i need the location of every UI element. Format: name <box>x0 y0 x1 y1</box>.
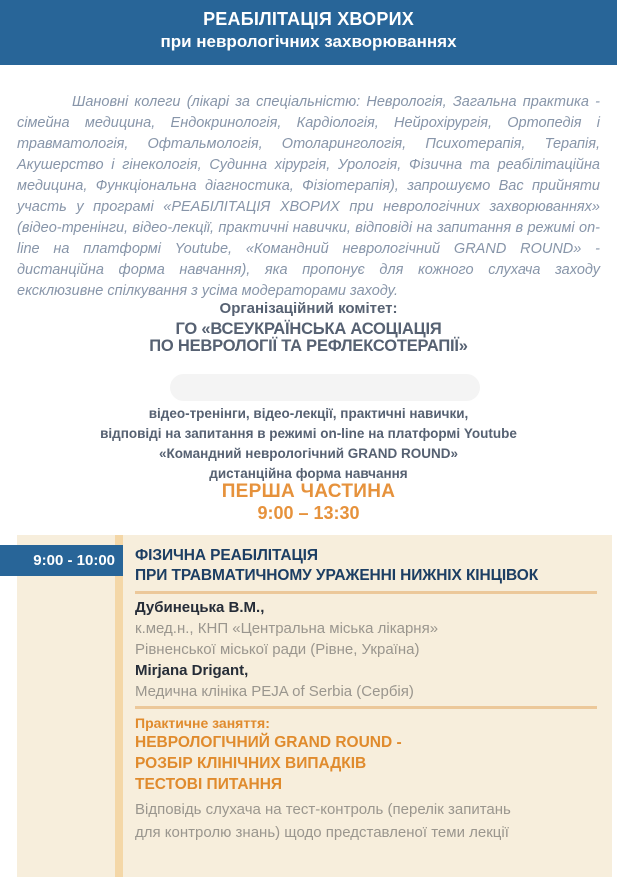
vertical-accent-stripe <box>115 535 123 877</box>
format-info-line2: відповіді на запитання в режимі on-line на платформі Youtube <box>100 426 517 441</box>
practical-session-title <box>135 732 601 795</box>
practical-title-line2: РОЗБІР КЛІНІЧНИХ ВИПАДКІВ <box>135 755 367 772</box>
speaker-name: Дубинецька В.М., <box>135 599 265 616</box>
format-info-line4: дистанційна форма навчання <box>209 466 408 481</box>
speaker-affiliation: Рівненської міської ради (Рівне, Україна) <box>135 641 420 658</box>
speaker-name: Mirjana Drigant, <box>135 662 249 679</box>
part-title: ПЕРША ЧАСТИНА <box>221 481 396 502</box>
practical-desc-line1: Відповідь слухача на тест-контроль (перелік запитань <box>135 801 511 818</box>
session-time-slot: 9:00 - 10:00 <box>0 545 123 576</box>
committee-name-line1: ГО «ВСЕУКРАЇНСЬКА АСОЦІАЦІЯ <box>175 320 442 338</box>
practical-desc-line2: для контролю знань) щодо представленої теми лекції <box>135 824 509 841</box>
session-title-line2: ПРИ ТРАВМАТИЧНОМУ УРАЖЕННІ НИЖНІХ КІНЦІВОК <box>135 567 539 584</box>
header-banner <box>0 0 617 65</box>
practical-session-label: Практичне заняття: <box>135 715 270 731</box>
practical-title-line1: НЕВРОЛОГІЧНИЙ GRAND ROUND - <box>135 734 402 751</box>
session-title-line1: ФІЗИЧНА РЕАБІЛІТАЦІЯ <box>135 547 318 564</box>
format-info-line3: «Командний неврологічний GRAND ROUND» <box>158 446 459 461</box>
session-title <box>135 546 601 586</box>
separator-line <box>135 591 597 594</box>
committee-name-line2: ПО НЕВРОЛОГІЇ ТА РЕФЛЕКСОТЕРАПІЇ» <box>149 337 468 355</box>
page-title-line2: при неврологічних захворюваннях <box>160 32 457 51</box>
page-title-line1: РЕАБІЛІТАЦІЯ ХВОРИХ <box>203 9 414 29</box>
faded-watermark <box>170 374 480 401</box>
intro-paragraph: Шановні колеги (лікарі за спеціальністю: Неврологія, Загальна практика - сімейна медицина, Ендокринологія, Кардіологія, Нейрохірургія, Ортопедія і травматологія, Офтальмологія, Отоларингологія, Психотерапія, Терапія, Акушерство і гінекологія, Судинна хірургія, Урологія, Фізична та реабілітаційна медицина, Функціональна діагностика, Фізіотерапія), запрошуємо Вас прийняти участь у програмі «РЕАБІЛІТАЦІЯ ХВОРИХ при неврологічних захворюваннях» (відео-тренінги, відео-лекції, практичні навички, відповіді на запитання в режимі on-line на платформі Youtube, «Командний неврологічний GRAND ROUND» - дистанційна форма навчання), яка пропонує для кожного слухача заходу ексклюзивне спілкування з усіма модераторами заходу. <box>17 94 600 299</box>
format-info-line1: відео-тренінги, відео-лекції, практичні навички, <box>148 406 469 421</box>
practical-session-description <box>135 798 601 844</box>
committee-label: Організаційний комітет: <box>219 300 398 317</box>
separator-line <box>135 706 597 709</box>
part-time-range: 9:00 – 13:30 <box>257 503 360 523</box>
speaker-affiliation: к.мед.н., КНП «Центральна міська лікарня» <box>135 620 439 637</box>
speakers-block <box>135 597 601 702</box>
format-info <box>0 404 617 484</box>
session-panel <box>17 535 612 877</box>
committee-name <box>0 321 617 355</box>
practical-title-line3: ТЕСТОВІ ПИТАННЯ <box>135 776 283 793</box>
speaker-affiliation: Медична клініка PEJA of Serbia (Сербія) <box>135 683 414 700</box>
